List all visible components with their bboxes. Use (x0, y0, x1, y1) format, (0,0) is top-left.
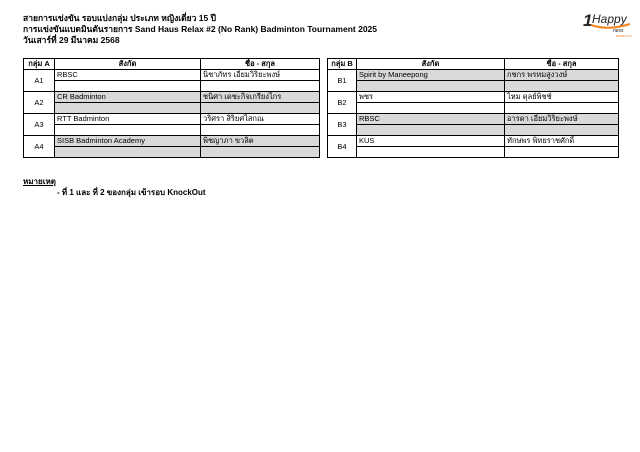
blank-cell (505, 103, 619, 114)
blank-cell (55, 103, 201, 114)
blank-cell (55, 81, 201, 92)
club-cell: RBSC (357, 114, 505, 125)
club-cell: RTT Badminton (55, 114, 201, 125)
blank-row (24, 103, 320, 114)
blank-row (328, 103, 619, 114)
logo-number: 1 (583, 11, 593, 30)
blank-cell (357, 81, 505, 92)
name-cell: ชนิศา เดชะกิจเกรียงไกร (201, 92, 320, 103)
note-item: - ที่ 1 และ ที่ 2 ของกลุ่ม เข้ารอบ KnockOut (57, 188, 206, 197)
group-slot: A1 (24, 70, 55, 92)
club-cell: Spirit by Maneepong (357, 70, 505, 81)
name-cell: วริศรา สิริยศไสกณ (201, 114, 320, 125)
table-row (328, 114, 619, 125)
club-header: สังกัด (55, 59, 201, 70)
blank-cell (357, 147, 505, 158)
table-row (24, 92, 320, 103)
blank-row (328, 125, 619, 136)
name-header: ชื่อ - สกุล (201, 59, 320, 70)
logo-tag: BADMINTON (616, 35, 632, 38)
blank-row (24, 125, 320, 136)
group-slot: B2 (328, 92, 357, 114)
blank-cell (357, 103, 505, 114)
name-cell: อารดา เอี่ยมวิริยะพงษ์ (505, 114, 619, 125)
date-line: วันเสาร์ที่ 29 มีนาคม 2568 (23, 35, 120, 45)
blank-cell (55, 147, 201, 158)
name-cell: กชกร พรหมสูงวงษ์ (505, 70, 619, 81)
table-row (328, 92, 619, 103)
name-cell: นิชาภัทร เอี่ยมวิริยะพงษ์ (201, 70, 320, 81)
table-row (24, 136, 320, 147)
group-slot: B4 (328, 136, 357, 158)
happiness-badminton-logo (582, 7, 632, 39)
table-row (24, 70, 320, 81)
group-slot: B1 (328, 70, 357, 92)
blank-row (328, 147, 619, 158)
blank-row (24, 147, 320, 158)
table-row (328, 70, 619, 81)
name-cell: ไหม ดุลย์พิชช์ (505, 92, 619, 103)
group-a-table (23, 58, 320, 158)
notes-title: หมายเหตุ (23, 177, 56, 186)
name-cell: พิชญาภา ขวลิต (201, 136, 320, 147)
club-cell: CR Badminton (55, 92, 201, 103)
tournament-line: การแข่งขันแบดมินตันรายการ Sand Haus Relax #2 (No Rank) Badminton Tournament 2025 (23, 24, 377, 34)
notes-section (23, 176, 206, 198)
blank-cell (201, 147, 320, 158)
club-cell: RBSC (55, 70, 201, 81)
logo-sub: ness (613, 28, 624, 34)
blank-cell (505, 125, 619, 136)
group-slot: A2 (24, 92, 55, 114)
group-slot: A4 (24, 136, 55, 158)
group-slot: A3 (24, 114, 55, 136)
logo-word: Happy (592, 12, 627, 26)
name-cell: ทักษพร พิทยราชศักดิ์ (505, 136, 619, 147)
club-cell: KUS (357, 136, 505, 147)
club-cell: SISB Badminton Academy (55, 136, 201, 147)
name-header: ชื่อ - สกุล (505, 59, 619, 70)
title-line: สายการแข่งขัน รอบแบ่งกลุ่ม ประเภท หญิงเดี่ยว 15 ปี (23, 13, 217, 23)
group-header: กลุ่ม B (328, 59, 357, 70)
group-slot: B3 (328, 114, 357, 136)
group-header: กลุ่ม A (24, 59, 55, 70)
club-header: สังกัด (357, 59, 505, 70)
blank-row (328, 81, 619, 92)
table-row (328, 136, 619, 147)
blank-cell (357, 125, 505, 136)
blank-cell (55, 125, 201, 136)
blank-cell (201, 103, 320, 114)
club-cell: พชร (357, 92, 505, 103)
blank-cell (505, 81, 619, 92)
blank-row (24, 81, 320, 92)
table-row (24, 114, 320, 125)
group-b-table (327, 58, 619, 158)
blank-cell (201, 125, 320, 136)
blank-cell (201, 81, 320, 92)
blank-cell (505, 147, 619, 158)
